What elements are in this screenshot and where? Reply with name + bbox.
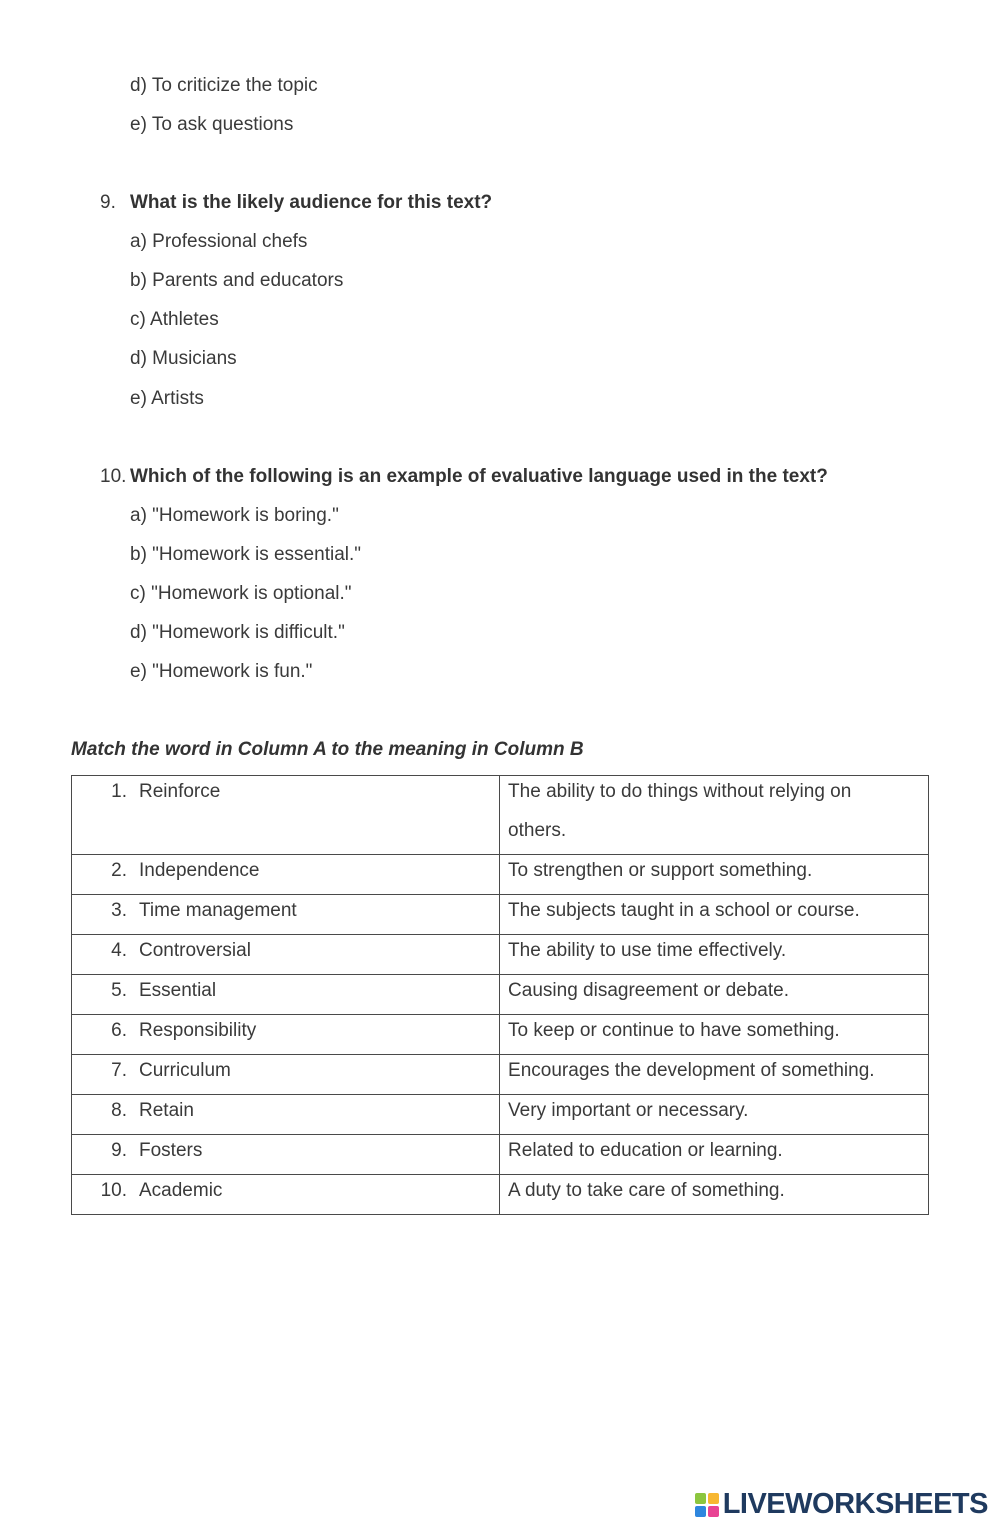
column-b-meaning: A duty to take care of something. [508, 1180, 785, 1201]
liveworksheets-logo [695, 1488, 988, 1521]
q10-option-d[interactable]: d) "Homework is difficult." [130, 622, 345, 643]
row-number: 6. [111, 1020, 127, 1041]
column-a-word: Retain [139, 1100, 194, 1121]
logo-square-icon [708, 1506, 719, 1517]
q9-option-c[interactable]: c) Athletes [130, 309, 219, 330]
logo-square-icon [695, 1493, 706, 1504]
q10-number: 10. [100, 466, 127, 487]
column-a-word: Controversial [139, 940, 251, 961]
row-number: 5. [111, 980, 127, 1001]
column-a-word: Curriculum [139, 1060, 231, 1081]
column-a-word: Responsibility [139, 1020, 257, 1041]
q10-option-c[interactable]: c) "Homework is optional." [130, 583, 352, 604]
column-a-cell [72, 855, 500, 895]
column-b-meaning: Encourages the development of something. [508, 1060, 875, 1081]
q10-option-b[interactable]: b) "Homework is essential." [130, 544, 362, 565]
row-number: 7. [111, 1060, 127, 1081]
column-b-meaning: The ability to use time effectively. [508, 940, 787, 961]
column-b-meaning: Related to education or learning. [508, 1140, 783, 1161]
column-a-word: Fosters [139, 1140, 203, 1161]
logo-text: LIVEWORKSHEETS [722, 1488, 988, 1520]
column-b-meaning: Very important or necessary. [508, 1100, 749, 1121]
q10-text: Which of the following is an example of evaluative language used in the text? [130, 466, 828, 487]
column-a-cell [72, 975, 500, 1015]
column-a-word: Essential [139, 980, 217, 1001]
q9-option-a[interactable]: a) Professional chefs [130, 231, 308, 252]
row-number: 1. [111, 781, 127, 802]
column-a-word: Reinforce [139, 781, 221, 802]
column-a-word: Independence [139, 860, 260, 881]
column-b-meaning: The ability to do things without relying on others. [508, 781, 852, 841]
column-a-cell [72, 776, 500, 855]
q10-option-a[interactable]: a) "Homework is boring." [130, 505, 339, 526]
row-number: 8. [111, 1100, 127, 1121]
column-a-cell [72, 1055, 500, 1095]
q9-option-e[interactable]: e) Artists [130, 388, 204, 409]
logo-square-icon [695, 1506, 706, 1517]
column-b-cell [500, 1175, 929, 1215]
column-b-cell [500, 776, 929, 855]
q9-text: What is the likely audience for this text? [130, 192, 493, 213]
q8-option-e: e) To ask questions [130, 114, 294, 135]
column-a-word: Academic [139, 1180, 223, 1201]
q9-number: 9. [100, 192, 116, 213]
q9-option-b[interactable]: b) Parents and educators [130, 270, 344, 291]
q9-option-d[interactable]: d) Musicians [130, 348, 237, 369]
row-number: 2. [111, 860, 127, 881]
row-number: 10. [100, 1180, 127, 1201]
column-b-meaning: The subjects taught in a school or course. [508, 900, 860, 921]
logo-square-icon [708, 1493, 719, 1504]
column-b-cell [500, 1055, 929, 1095]
column-b-meaning: To strengthen or support something. [508, 860, 813, 881]
q8-option-d: d) To criticize the topic [130, 75, 318, 96]
column-b-meaning: To keep or continue to have something. [508, 1020, 840, 1041]
matching-heading: Match the word in Column A to the meaning in Column B [71, 739, 584, 760]
column-a-cell [72, 1175, 500, 1215]
matching-table [71, 775, 929, 1215]
liveworksheets-logo-icon [695, 1493, 719, 1517]
row-number: 4. [111, 940, 127, 961]
table-row [72, 776, 929, 855]
table-row [72, 1175, 929, 1215]
column-a-cell [72, 1135, 500, 1175]
column-a-word: Time management [139, 900, 297, 921]
column-a-cell [72, 895, 500, 935]
row-number: 3. [111, 900, 127, 921]
column-b-meaning: Causing disagreement or debate. [508, 980, 790, 1001]
row-number: 9. [111, 1140, 127, 1161]
column-a-cell [72, 1095, 500, 1135]
column-a-cell [72, 1015, 500, 1055]
q10-option-e[interactable]: e) "Homework is fun." [130, 661, 313, 682]
column-a-cell [72, 935, 500, 975]
